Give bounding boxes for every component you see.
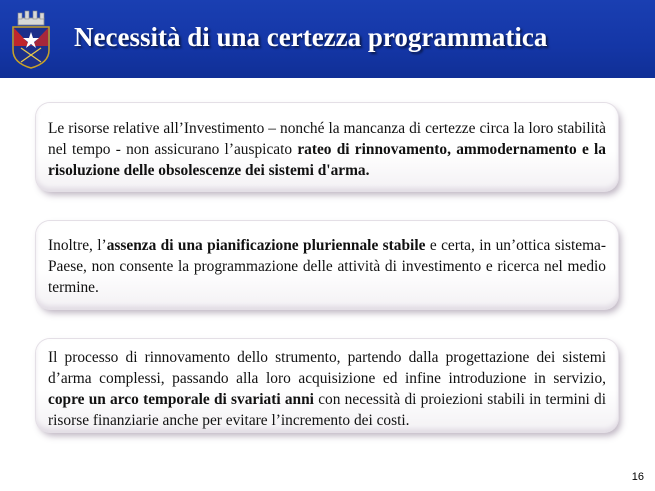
content-box-3 <box>36 339 618 432</box>
slide-title: Necessità di una certezza programmatica <box>74 22 548 52</box>
content-paragraph-3: Il processo di rinnovamento dello strumento, partendo dalla progettazione dei sistemi d’arma complessi, passando alla loro acquisizione ed infine introduzione in servizio, copre un arco temporale di svariati anni con necessità di proiezioni stabili in termini di risorse finanziarie anche per evitare l’incremento dei costi. <box>48 349 607 429</box>
army-crest-icon <box>9 8 53 70</box>
page-number: 16 <box>631 471 644 483</box>
content-paragraph-1: Le risorse relative all’Investimento – nonché la mancanza di certezze circa la loro stabilità nel tempo - non assicurano l’auspicato rateo di rinnovamento, ammodernamento e la risoluzione delle obsolescenze dei sistemi d'arma. <box>48 120 606 179</box>
content-paragraph-2: Inoltre, l’assenza di una pianificazione pluriennale stabile e certa, in un’ottica sistema-Paese, non consente la programmazione delle attività di investimento e ricerca nel medio termine. <box>48 237 607 296</box>
content-box-2 <box>36 221 618 309</box>
slide-header <box>0 0 655 78</box>
content-box-1 <box>36 103 618 191</box>
